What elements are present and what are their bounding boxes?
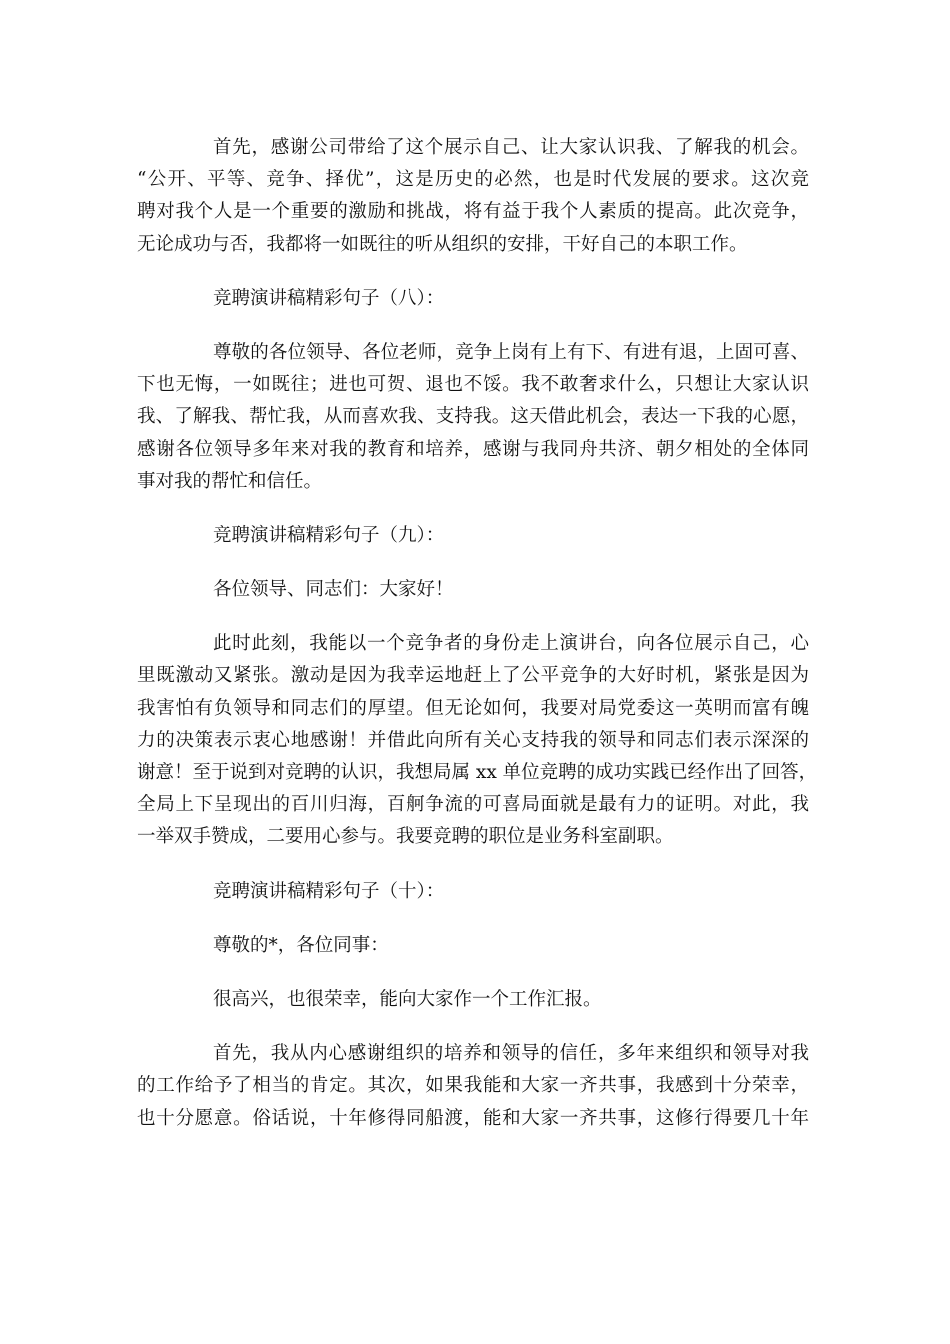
text-line: 尊敬的各位领导、各位老师，竞争上岗有上有下、有进有退，上固可喜、 [213, 341, 809, 363]
section-heading-8 [137, 283, 809, 315]
paragraph-gratitude [137, 1038, 809, 1135]
paragraph-salutation [137, 930, 809, 962]
text-line: 尊敬的*，各位同事： [213, 934, 389, 956]
text-line: 一举双手赞成，二要用心参与。我要竞聘的职位是业务科室副职。 [137, 826, 674, 848]
text-line: 的工作给予了相当的肯定。其次，如果我能和大家一齐共事，我感到十分荣幸， [137, 1075, 809, 1097]
text-line: 聘对我个人是一个重要的激励和挑战，将有益于我个人素质的提高。此次竞争， [137, 201, 809, 223]
text-line: 无论成功与否，我都将一如既往的听从组织的安排，干好自己的本职工作。 [137, 233, 748, 255]
paragraph-honored [137, 984, 809, 1016]
paragraph-greeting [137, 574, 809, 606]
heading-text: 竞聘演讲稿精彩句子（十）： [213, 880, 445, 902]
text-line: 也十分愿意。俗话说，十年修得同船渡，能和大家一齐共事，这修行得要几十年 [137, 1107, 809, 1129]
text-line: 里既激动又紧张。激动是因为我幸运地赶上了公平竞争的大好时机，紧张是因为 [137, 665, 809, 687]
text-line: 此时此刻，我能以一个竞争者的身份走上演讲台，向各位展示自己，心 [213, 633, 809, 655]
text-line: 首先，感谢公司带给了这个展示自己、让大家认识我、了解我的机会。 [213, 137, 809, 158]
section-heading-9 [137, 520, 809, 552]
document-body [137, 132, 818, 1157]
text-line: 全局上下呈现出的百川归海，百舸争流的可喜局面就是最有力的证明。对此，我 [137, 794, 809, 816]
heading-text: 竞聘演讲稿精彩句子（九）： [213, 524, 445, 546]
paragraph-intro [137, 132, 809, 261]
text-line: 我、了解我、帮忙我，从而喜欢我、支持我。这天借此机会，表达一下我的心愿， [137, 406, 809, 428]
text-line: 很高兴，也很荣幸，能向大家作一个工作汇报。 [213, 988, 602, 1010]
text-line: 谢意！至于说到对竞聘的认识，我想局属 xx 单位竞聘的成功实践已经作出了回答， [137, 762, 818, 783]
paragraph-respect [137, 337, 809, 498]
text-line: 力的决策表示衷心地感谢！并借此向所有关心支持我的领导和同志们表示深深的 [137, 729, 809, 751]
text-line: 事对我的帮忙和信任。 [137, 470, 323, 492]
paragraph-moment [137, 628, 818, 853]
text-line: 各位领导、同志们：大家好！ [213, 579, 454, 601]
section-heading-10 [137, 876, 809, 908]
text-line: “公开、平等、竞争、择优”，这是历史的必然，也是时代发展的要求。这次竞 [137, 169, 809, 191]
text-line: 我害怕有负领导和同志们的厚望。但无论如何，我要对局党委这一英明而富有魄 [137, 697, 809, 719]
text-line: 下也无悔，一如既往；进也可贺、退也不馁。我不敢奢求什么，只想让大家认识 [137, 374, 809, 396]
heading-text: 竞聘演讲稿精彩句子（八）： [213, 287, 445, 309]
text-line: 首先，我从内心感谢组织的培养和领导的信任，多年来组织和领导对我 [213, 1043, 809, 1065]
text-line: 感谢各位领导多年来对我的教育和培养，感谢与我同舟共济、朝夕相处的全体同 [137, 438, 809, 460]
